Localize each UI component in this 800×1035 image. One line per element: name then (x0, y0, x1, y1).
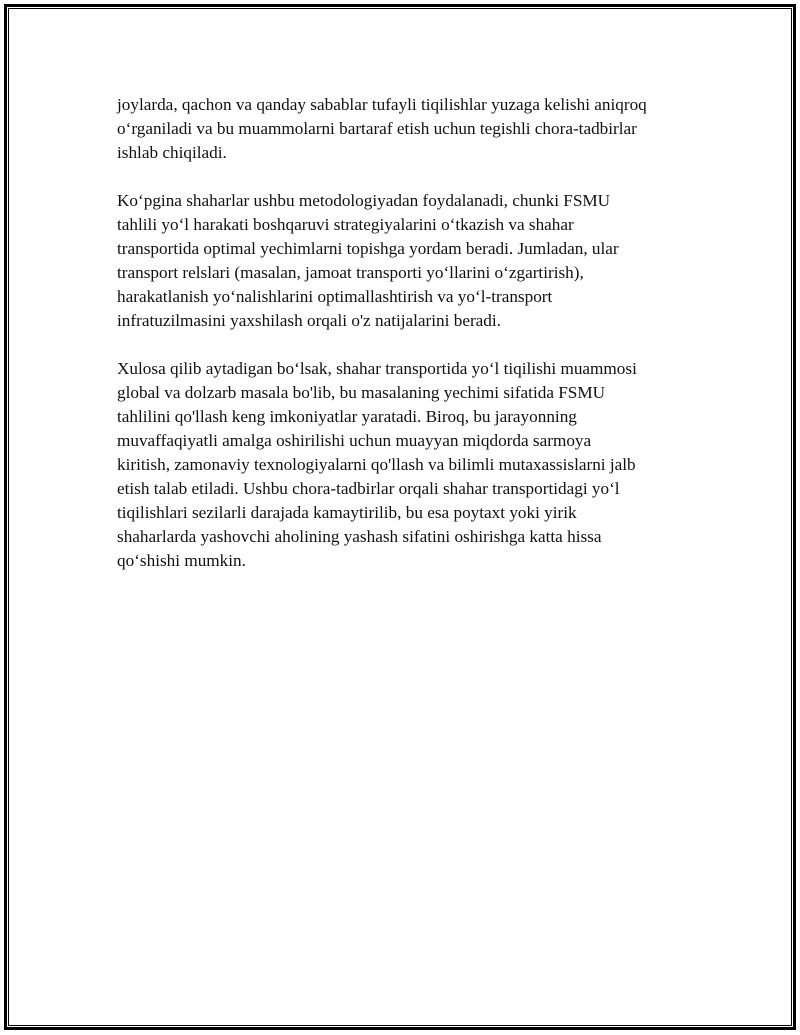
paragraph-conclusion: Xulosa qilib aytadigan bo‘lsak, shahar transportida yo‘l tiqilishi muammosi global va dolzarb masala bo'lib, bu masalaning yechimi sifatida FSMU tahlilini qo'llash keng imkoniyatlar yaratadi. Biroq, bu jarayonning muvaffaqiyatli amalga oshirilishi uchun muayyan miqdorda sarmoya kiritish, zamonaviy texnologiyalarni qo'llash va bilimli mutaxassislarni jalb etish talab etiladi. Ushbu chora-tadbirlar orqali shahar transportidagi yo‘l tiqilishlari sezilarli darajada kamaytirilib, bu esa poytaxt yoki yirik shaharlarda yashovchi aholining yashash sifatini oshirishga katta hissa qo‘shishi mumkin. (117, 359, 637, 570)
document-body (117, 93, 707, 597)
paragraph-methodology: Ko‘pgina shaharlar ushbu metodologiyadan foydalanadi, chunki FSMU tahlili yo‘l harakati boshqaruvi strategiyalarini o‘tkazish va shahar transportida optimal yechimlarni topishga yordam beradi. Jumladan, ular transport relslari (masalan, jamoat transporti yo‘llarini o‘zgartirish), harakatlanish yo‘nalishlarini optimallashtirish va yo‘l-transport infratuzilmasini yaxshilash orqali o'z natijalarini beradi. (117, 191, 619, 330)
paragraph-continuation: joylarda, qachon va qanday sabablar tufayli tiqilishlar yuzaga kelishi aniqroq o‘rganiladi va bu muammolarni bartaraf etish uchun tegishli chora-tadbirlar ishlab chiqiladi. (117, 95, 647, 162)
